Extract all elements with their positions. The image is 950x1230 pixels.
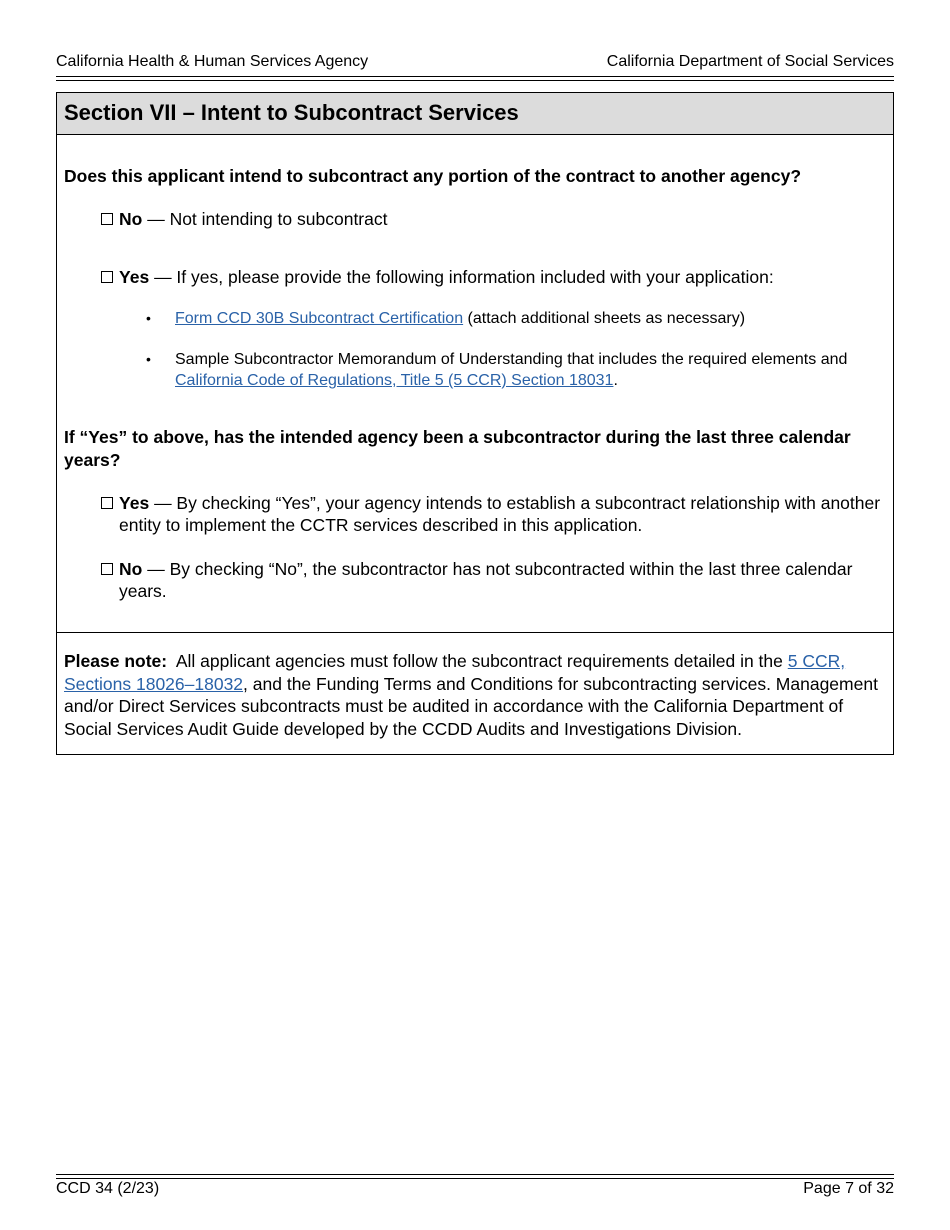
- section-body: [57, 135, 893, 632]
- section-title: Section VII – Intent to Subcontract Services: [57, 93, 893, 135]
- no-checkbox[interactable]: [101, 213, 113, 225]
- option-label: Yes: [119, 493, 150, 513]
- page-header: [56, 52, 894, 74]
- footer-divider: [56, 1174, 894, 1179]
- agency-name: California Health & Human Services Agency: [56, 53, 369, 70]
- option-yes-subcontract[interactable]: [64, 266, 886, 288]
- option-label: Yes: [119, 267, 150, 287]
- bullet-text: Sample Subcontractor Memorandum of Understanding that includes the required elements and: [175, 351, 848, 368]
- ccr-18031-link[interactable]: California Code of Regulations, Title 5 (5 CCR) Section 18031: [175, 372, 614, 389]
- list-item: [64, 308, 886, 329]
- question-prior-subcontractor: If “Yes” to above, has the intended agency been a subcontractor during the last three calendar years?: [64, 427, 851, 470]
- note-text: All applicant agencies must follow the subcontract requirements detailed in the: [175, 651, 783, 671]
- department-name: California Department of Social Services: [606, 53, 894, 70]
- please-note: [57, 632, 893, 754]
- option-yes-prior[interactable]: [64, 492, 886, 536]
- option-text: — Not intending to subcontract: [147, 209, 388, 229]
- no-checkbox[interactable]: [101, 563, 113, 575]
- form-ccd-30b-link[interactable]: Form CCD 30B Subcontract Certification: [175, 310, 464, 327]
- requirements-list: [64, 308, 886, 391]
- option-text: — If yes, please provide the following information included with your application:: [154, 267, 774, 287]
- bullet-icon: •: [146, 310, 151, 326]
- note-label: Please note:: [64, 651, 168, 671]
- option-label: No: [119, 209, 143, 229]
- option-no-prior[interactable]: [64, 558, 886, 602]
- yes-checkbox[interactable]: [101, 497, 113, 509]
- bullet-icon: •: [146, 351, 151, 367]
- option-label: No: [119, 559, 143, 579]
- question-subcontract-intent: Does this applicant intend to subcontract any portion of the contract to another agency?: [64, 166, 802, 186]
- yes-checkbox[interactable]: [101, 271, 113, 283]
- form-number: CCD 34 (2/23): [56, 1180, 160, 1197]
- section-vii: [56, 92, 894, 755]
- header-divider: [56, 76, 894, 81]
- option-text: — By checking “No”, the subcontractor has not subcontracted within the last three calendar years.: [119, 559, 853, 601]
- bullet-text: (attach additional sheets as necessary): [463, 310, 746, 327]
- list-item: [64, 349, 886, 391]
- bullet-text: .: [613, 372, 618, 389]
- ccr-18026-18032-link[interactable]: 5 CCR, Sections 18026–18032: [64, 651, 846, 694]
- option-text: — By checking “Yes”, your agency intends to establish a subcontract relationship with another entity to implement the CCTR services described in this application.: [119, 493, 881, 535]
- option-no-subcontract[interactable]: [64, 208, 886, 230]
- page-number: Page 7 of 32: [803, 1180, 894, 1197]
- note-text: , and the Funding Terms and Conditions for subcontracting services. Management and/or Direct Services subcontracts must be audited in accordance with the California Department of Social Services Audit Guide developed by the CCDD Audits and Investigations Division.: [64, 673, 878, 739]
